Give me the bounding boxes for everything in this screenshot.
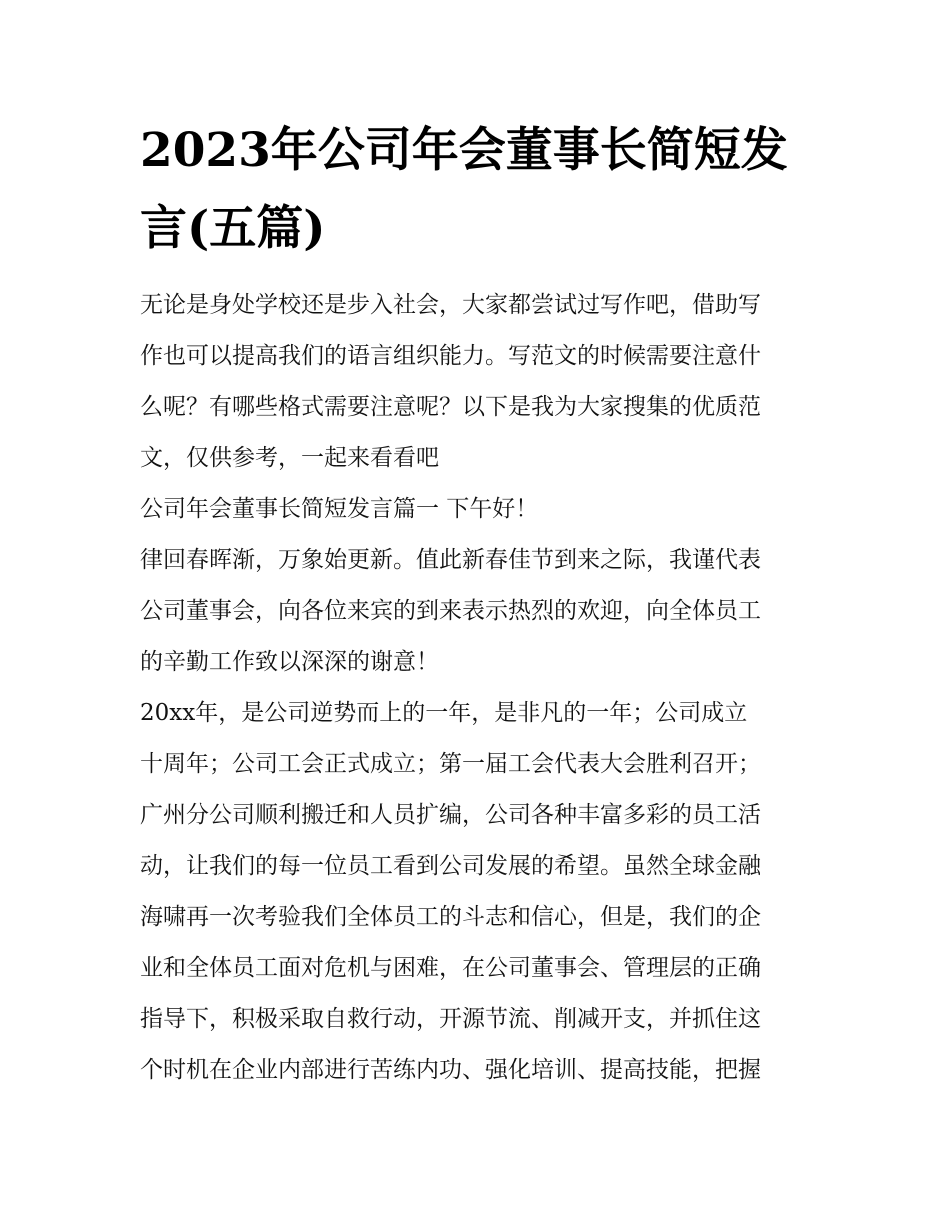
document-title bbox=[140, 112, 820, 268]
body-line: 个时机在企业内部进行苦练内功、强化培训、提高技能，把握 bbox=[140, 1057, 761, 1083]
body-line: 的辛勤工作致以深深的谢意！ bbox=[140, 649, 439, 675]
body-line: 20xx年，是公司逆势而上的一年，是非凡的一年；公司成立 bbox=[140, 700, 748, 726]
title-line-1: 2023年公司年会董事长简短发 bbox=[140, 123, 788, 178]
body-line: 公司董事会，向各位来宾的到来表示热烈的欢迎，向全体员工 bbox=[140, 598, 761, 624]
body-line: 海啸再一次考验我们全体员工的斗志和信心，但是，我们的企 bbox=[140, 904, 761, 930]
section-heading-line: 公司年会董事长简短发言篇一 下午好！ bbox=[140, 496, 539, 522]
body-line: 律回春晖渐，万象始更新。值此新春佳节到来之际，我谨代表 bbox=[140, 547, 761, 573]
body-line: 十周年；公司工会正式成立；第一届工会代表大会胜利召开； bbox=[140, 751, 761, 777]
title-line-2: 言(五篇) bbox=[140, 201, 326, 256]
body-line: 无论是身处学校还是步入社会，大家都尝试过写作吧，借助写 bbox=[140, 292, 761, 318]
body-line: 作也可以提高我们的语言组织能力。写范文的时候需要注意什 bbox=[140, 343, 761, 369]
body-line: 动，让我们的每一位员工看到公司发展的希望。虽然全球金融 bbox=[140, 853, 761, 879]
body-line: 文，仅供参考，一起来看看吧 bbox=[140, 445, 439, 471]
body-line: 指导下，积极采取自救行动，开源节流、削减开支，并抓住这 bbox=[140, 1006, 761, 1032]
body-line: 么呢？有哪些格式需要注意呢？以下是我为大家搜集的优质范 bbox=[140, 394, 761, 420]
body-line: 业和全体员工面对危机与困难，在公司董事会、管理层的正确 bbox=[140, 955, 761, 981]
body-line: 广州分公司顺利搬迁和人员扩编，公司各种丰富多彩的员工活 bbox=[140, 802, 761, 828]
document-body bbox=[140, 280, 820, 1096]
